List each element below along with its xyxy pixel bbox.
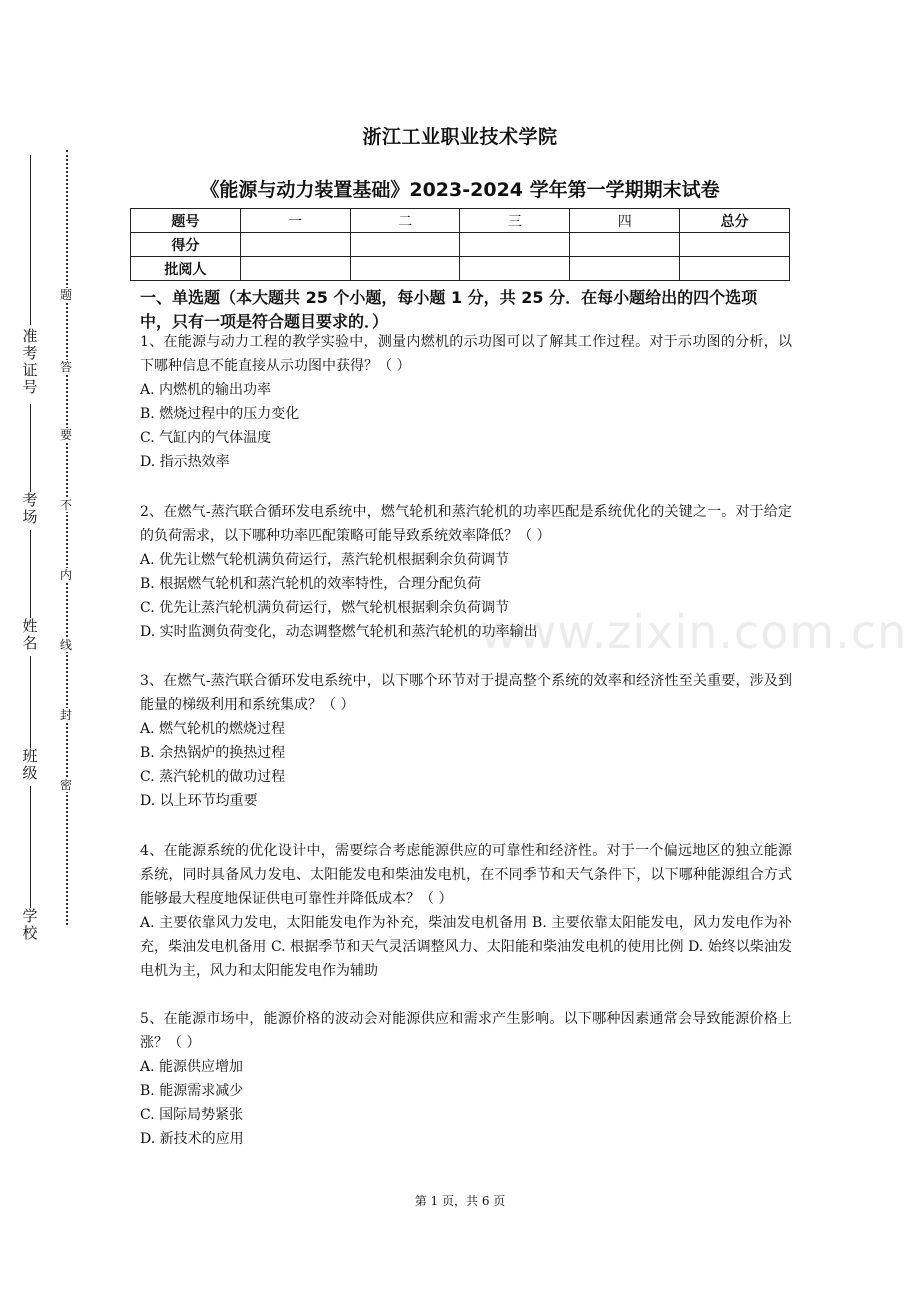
seal-word: 封 xyxy=(59,708,72,722)
option-a: A. 能源供应增加 xyxy=(140,1059,244,1075)
exam-number-label: 准考证号 xyxy=(22,327,38,396)
binding-dotted-line xyxy=(66,150,68,925)
option-d: D. 新技术的应用 xyxy=(140,1131,244,1147)
exam-title: 《能源与动力装置基础》2023-2024 学年第一学期期末试卷 xyxy=(200,179,720,201)
option-a: A. 内燃机的输出功率 xyxy=(140,382,272,398)
question-options-inline: A. 主要依靠风力发电，太阳能发电作为补充，柴油发电机备用 B. 主要依靠太阳能发电，风力发电作为补充，柴油发电机备用 C. 根据季节和天气灵活调整风力、太阳能和柴油发电机的使用比例 D. 始终以柴油发电机为主，风力和太阳能发电作为辅助 xyxy=(140,915,792,979)
seal-word: 内 xyxy=(59,568,72,582)
score-cell xyxy=(240,233,350,257)
field-underline xyxy=(30,786,31,908)
score-cell xyxy=(680,257,790,281)
seal-word: 不 xyxy=(59,498,72,512)
seal-word: 题 xyxy=(59,288,72,302)
score-cell xyxy=(350,233,460,257)
score-cell xyxy=(570,233,680,257)
score-table xyxy=(130,208,790,281)
exam-room-label: 考场 xyxy=(22,491,38,526)
score-cell xyxy=(460,257,570,281)
question-stem: 4、在能源系统的优化设计中，需要综合考虑能源供应的可靠性和经济性。对于一个偏远地区的独立能源系统，同时具备风力发电、太阳能发电和柴油发电机，在不同季节和天气条件下，以下哪种能源组合方式能够最大程度地保证供电可靠性并降低成本？（ ） xyxy=(140,843,792,907)
score-cell xyxy=(350,257,460,281)
score-col-header: 四 xyxy=(570,209,680,233)
option-c: C. 优先让蒸汽轮机满负荷运行，燃气轮机根据剩余负荷调节 xyxy=(140,600,510,616)
section-heading: 一、单选题（本大题共 25 个小题，每小题 1 分，共 25 分．在每小题给出的四个选项中，只有一项是符合题目要求的．） xyxy=(140,288,758,331)
question-1 xyxy=(140,330,792,474)
question-3 xyxy=(140,669,792,813)
option-d: D. 实时监测负荷变化，动态调整燃气轮机和蒸汽轮机的功率输出 xyxy=(140,624,538,640)
score-col-header: 二 xyxy=(350,209,460,233)
school-title: 浙江工业职业技术学院 xyxy=(362,126,558,148)
seal-word: 答 xyxy=(59,360,72,374)
question-2 xyxy=(140,500,792,644)
option-b: B. 余热锅炉的换热过程 xyxy=(140,745,286,761)
page-footer: 第 1 页，共 6 页 xyxy=(414,1194,506,1208)
question-stem: 1、在能源与动力工程的教学实验中，测量内燃机的示功图可以了解其工作过程。对于示功图的分析，以下哪种信息不能直接从示功图中获得？（ ） xyxy=(140,334,792,374)
option-c: C. 蒸汽轮机的做功过程 xyxy=(140,769,286,785)
option-b: B. 能源需求减少 xyxy=(140,1083,244,1099)
option-c: C. 国际局势紧张 xyxy=(140,1107,244,1123)
score-col-header: 三 xyxy=(460,209,570,233)
score-cell xyxy=(240,257,350,281)
score-cell xyxy=(680,233,790,257)
option-c: C. 气缸内的气体温度 xyxy=(140,430,272,446)
watermark: www.zixin.com.cn xyxy=(480,605,908,659)
name-label: 姓名 xyxy=(22,617,38,652)
question-stem: 3、在燃气-蒸汽联合循环发电系统中，以下哪个环节对于提高整个系统的效率和经济性至关重要，涉及到能量的梯级利用和系统集成？（ ） xyxy=(140,673,792,713)
option-b: B. 根据燃气轮机和蒸汽轮机的效率特性，合理分配负荷 xyxy=(140,576,482,592)
question-5 xyxy=(140,1007,792,1151)
score-cell xyxy=(460,233,570,257)
score-row-label: 得分 xyxy=(131,233,241,257)
class-label: 班级 xyxy=(22,747,38,782)
seal-word: 要 xyxy=(59,428,72,442)
field-underline xyxy=(30,530,31,618)
score-row-label: 批阅人 xyxy=(131,257,241,281)
option-d: D. 指示热效率 xyxy=(140,454,230,470)
score-col-header: 题号 xyxy=(131,209,241,233)
option-a: A. 燃气轮机的燃烧过程 xyxy=(140,721,286,737)
question-4 xyxy=(140,839,792,983)
option-b: B. 燃烧过程中的压力变化 xyxy=(140,406,300,422)
question-stem: 5、在能源市场中，能源价格的波动会对能源供应和需求产生影响。以下哪种因素通常会导致能源价格上涨？（ ） xyxy=(140,1011,792,1051)
seal-word: 线 xyxy=(59,638,72,652)
option-d: D. 以上环节均重要 xyxy=(140,793,258,809)
field-underline xyxy=(30,656,31,748)
field-underline xyxy=(30,404,31,492)
score-cell xyxy=(570,257,680,281)
school-label: 学校 xyxy=(22,907,38,942)
seal-word: 密 xyxy=(59,778,72,792)
score-col-header: 一 xyxy=(240,209,350,233)
score-col-header: 总分 xyxy=(680,209,790,233)
option-a: A. 优先让燃气轮机满负荷运行，蒸汽轮机根据剩余负荷调节 xyxy=(140,552,510,568)
question-stem: 2、在燃气-蒸汽联合循环发电系统中，燃气轮机和蒸汽轮机的功率匹配是系统优化的关键之一。对于给定的负荷需求，以下哪种功率匹配策略可能导致系统效率降低？（ ） xyxy=(140,504,792,544)
